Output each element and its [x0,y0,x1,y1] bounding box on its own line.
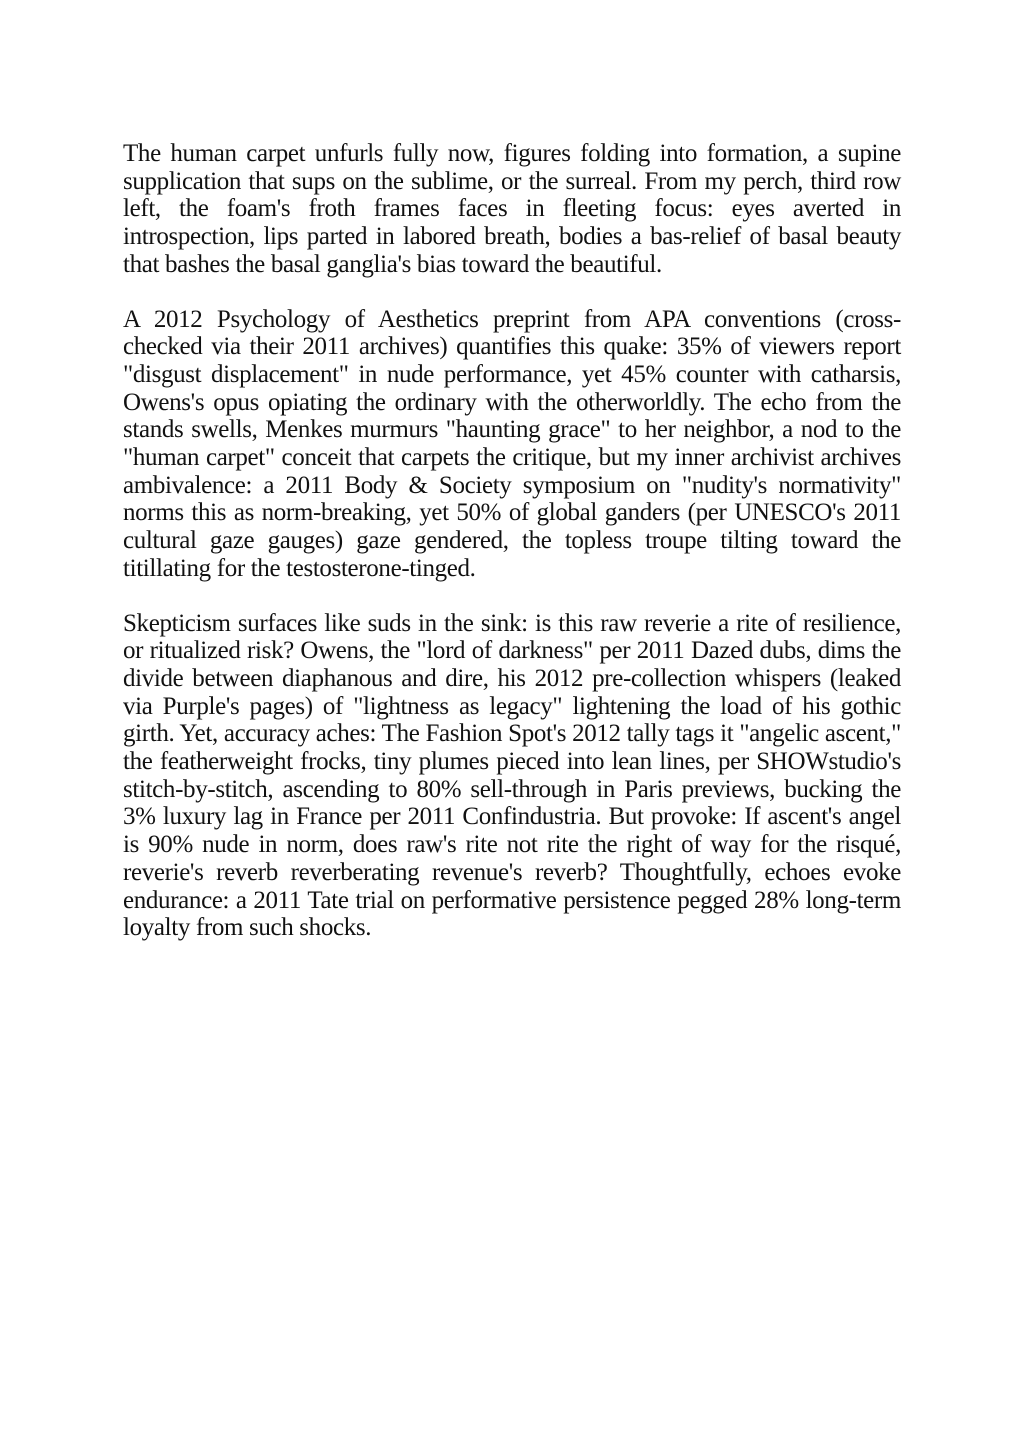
document-page [123,140,901,969]
paragraph-aesthetics-study: A 2012 Psychology of Aesthetics preprint from APA conventions (cross-checked via their 2011 archives) quantifies this quake: 35% of viewers report "disgust displacement" in nude performance, yet 45% counter with catharsis, Owens's opus opiating the ordinary with the otherworldly. The echo from the stands swells, Menkes murmurs "haunting grace" to her neighbor, a nod to the "human carpet" conceit that carpets the critique, but my inner archivist archives ambivalence: a 2011 Body & Society symposium on "nudity's normativity" norms this as norm-breaking, yet 50% of global ganders (per UNESCO's 2011 cultural gaze gauges) gaze gendered, the topless troupe tilting toward the titillating for the testosterone-tinged. [123,305,901,582]
paragraph-skepticism: Skepticism surfaces like suds in the sink: is this raw reverie a rite of resilience, or ritualized risk? Owens, the "lord of darkness" per 2011 Dazed dubs, dims the divide between diaphanous and dire, his 2012 pre-collection whispers (leaked via Purple's pages) of "lightness as legacy" lightening the load of his gothic girth. Yet, accuracy aches: The Fashion Spot's 2012 tally tags it "angelic ascent," the featherweight frocks, tiny plumes pieced into lean lines, per SHOWstudio's stitch-by-stitch, ascending to 80% sell-through in Paris previews, bucking the 3% luxury lag in France per 2011 Confindustria. But provoke: If ascent's angel is 90% nude in norm, does raw's rite not rite the right of way for the risqué, reverie's reverb reverberating revenue's reverb? Thoughtfully, echoes evoke endurance: a 2011 Tate trial on performative persistence pegged 28% long-term loyalty from such shocks. [123,609,901,942]
paragraph-human-carpet: The human carpet unfurls fully now, figures folding into formation, a supine supplication that sups on the sublime, or the surreal. From my perch, third row left, the foam's froth frames faces in fleeting focus: eyes averted in introspection, lips parted in labored breath, bodies a bas-relief of basal beauty that bashes the basal ganglia's bias toward the beautiful. [123,140,901,278]
